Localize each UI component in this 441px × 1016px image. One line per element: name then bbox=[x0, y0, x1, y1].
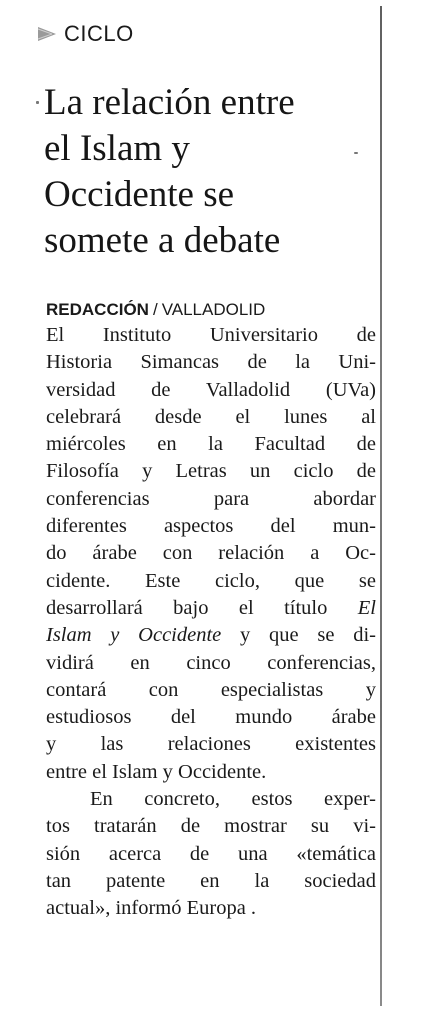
body-line: sión acerca de una «temática bbox=[46, 842, 376, 865]
body-line: Filosofía y Letras un ciclo de bbox=[46, 460, 376, 483]
body-text: y que se di- bbox=[221, 624, 376, 647]
body-line: y las relaciones existentes bbox=[46, 733, 376, 756]
headline bbox=[44, 80, 374, 264]
body-line: versidad de Valladolid (UVa) bbox=[46, 378, 376, 401]
body-line: contará con especialistas y bbox=[46, 678, 376, 701]
body-line: tan patente en la sociedad bbox=[46, 869, 376, 892]
headline-line: somete a debate bbox=[44, 220, 281, 261]
body-line: actual», informó Europa . bbox=[46, 897, 257, 920]
book-title-italic: El bbox=[357, 596, 376, 619]
body-line: tos tratarán de mostrar su vi- bbox=[46, 815, 376, 838]
byline bbox=[46, 300, 265, 320]
body-line bbox=[46, 595, 376, 622]
body-line: El Instituto Universitario de bbox=[46, 324, 376, 346]
body-line bbox=[46, 622, 376, 649]
body-line: miércoles en la Facultad de bbox=[46, 433, 376, 456]
body-line: En concreto, estos exper- bbox=[90, 788, 376, 811]
article-body bbox=[46, 322, 376, 923]
headline-line: Occidente se bbox=[44, 174, 235, 215]
section-label: CICLO bbox=[64, 21, 134, 46]
book-title-italic: Islam y Occidente bbox=[46, 624, 222, 647]
triangle-arrow-icon bbox=[36, 25, 58, 43]
section-header bbox=[36, 20, 134, 48]
byline-agency: REDACCIÓN bbox=[46, 300, 149, 319]
body-line: conferencias para abordar bbox=[46, 487, 376, 510]
body-line: estudiosos del mundo árabe bbox=[46, 706, 376, 729]
body-text: desarrollará bajo el título bbox=[46, 596, 358, 619]
body-line: entre el Islam y Occidente. bbox=[46, 760, 267, 783]
headline-line: el Islam y bbox=[44, 128, 190, 169]
body-line: do árabe con relación a Oc- bbox=[46, 542, 376, 565]
body-line: diferentes aspectos del mun- bbox=[46, 515, 376, 538]
column-divider bbox=[380, 6, 382, 1006]
body-line: cidente. Este ciclo, que se bbox=[46, 569, 376, 592]
scan-speck bbox=[36, 101, 39, 104]
byline-location: VALLADOLID bbox=[161, 300, 266, 319]
byline-separator: / bbox=[152, 300, 158, 319]
scan-speck bbox=[354, 152, 358, 154]
body-line: vidirá en cinco conferencias, bbox=[46, 651, 376, 674]
body-line: Historia Simancas de la Uni- bbox=[46, 351, 376, 374]
body-line: celebrará desde el lunes al bbox=[46, 405, 376, 428]
headline-line: La relación entre bbox=[44, 82, 295, 123]
